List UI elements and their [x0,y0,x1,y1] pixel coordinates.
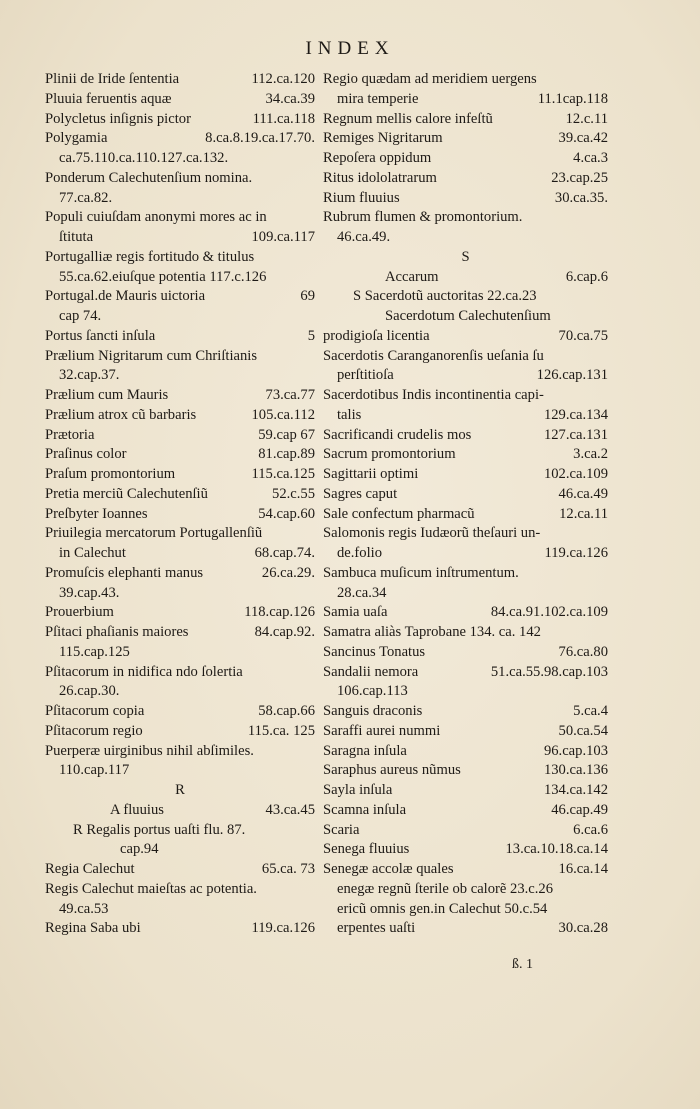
index-entry [323,761,608,781]
index-entry [323,742,608,762]
index-entry [323,722,608,742]
entry-reference: 126.cap.131 [536,367,608,384]
index-entry [45,603,315,623]
index-entry [45,801,315,821]
entry-reference: 34.ca.39 [265,90,315,107]
entry-reference: 102.ca.109 [543,466,608,482]
index-entry [45,268,315,288]
entry-term: Sacrum promontorium [323,446,456,463]
section-letter: R [175,782,185,798]
index-entry [323,90,608,110]
index-entry [323,169,608,189]
entry-term: Praſinus color [45,446,127,463]
entry-term: Regnum mellis calore infeſtũ [323,110,493,127]
index-entry [45,327,315,347]
entry-reference: 3.ca.2 [573,446,608,463]
index-entry [323,840,608,860]
entry-term: Prouerbium [45,604,114,621]
entry-term: Pſitaci phaſianis maiores [45,624,189,640]
entry-term: Preſbyter Ioannes [45,505,148,522]
index-entry [323,426,608,446]
entry-term: cap 74. [59,308,102,324]
entry-term: Saragna inſula [323,742,407,759]
entry-term: Remiges Nigritarum [323,130,443,147]
entry-reference: 115.ca.125 [251,466,315,482]
entry-term: 26.cap.30. [59,683,120,700]
entry-reference: 69 [300,288,315,305]
entry-term: Sale confectum pharmacũ [323,505,475,522]
entry-reference: 12.c.11 [565,110,608,127]
index-entry [45,880,315,900]
entry-term: Samatra aliàs Taprobane 134. ca. 142 [323,624,541,640]
entry-reference: 68.cap.74. [254,545,315,561]
index-entry [323,70,608,90]
entry-term: 39.cap.43. [59,584,120,601]
page-header: INDEX [305,38,395,59]
entry-reference: 12.ca.11 [559,505,608,522]
entry-term: Sanguis draconis [323,703,423,719]
entry-term: R Regalis portus uaſti flu. 87. [73,821,246,838]
entry-term: Senegæ accolæ quales [323,861,454,877]
index-entry [45,781,315,801]
entry-term: talis [337,406,362,423]
entry-term: prodigioſa licentia [323,327,430,344]
index-entry [45,189,315,209]
entry-term: Sayla inſula [323,782,393,798]
index-entry [323,821,608,841]
index-entry [323,643,608,663]
index-entry [323,208,608,228]
signature-mark: ß. 1 [512,957,533,972]
entry-term: Rubrum flumen & promontorium. [323,209,523,226]
entry-term: 46.ca.49. [337,229,391,245]
entry-term: 115.cap.125 [59,643,130,660]
index-entry [45,900,315,920]
entry-reference: 115.ca. 125 [247,722,315,739]
entry-term: A fluuius [110,801,164,818]
entry-reference: 16.ca.14 [558,861,608,877]
entry-term: Saraffi aurei nummi [323,722,441,739]
index-entry [45,742,315,762]
index-entry [45,761,315,781]
index-entry [323,485,608,505]
index-entry [323,544,608,564]
entry-reference: 54.cap.60 [258,505,315,522]
index-entry [45,623,315,643]
entry-term: Sancinus Tonatus [323,643,426,660]
entry-reference: 23.cap.25 [551,169,608,186]
entry-reference: 4.ca.3 [573,150,608,166]
entry-term: cap.94 [120,841,159,858]
entry-term: ca.75.110.ca.110.127.ca.132. [59,150,229,166]
left-column [45,70,315,939]
entry-term: mira temperie [337,90,419,107]
index-entry [45,228,315,248]
entry-term: Prælium cum Mauris [45,387,169,403]
entry-term: Populi cuiuſdam anonymi mores ac in [45,209,267,226]
entry-reference: 50.ca.54 [558,722,608,739]
entry-reference: 129.ca.134 [543,406,608,423]
entry-term: Scamna inſula [323,801,407,818]
entry-term: in Calechut [59,545,126,561]
entry-term: Pſitacorum in nidifica ndo ſolertia [45,663,243,680]
index-entry [45,445,315,465]
index-entry [45,584,315,604]
index-entry [323,386,608,406]
entry-term: Pſitacorum copia [45,703,145,719]
entry-reference: 112.ca.120 [251,71,315,87]
index-entry [323,900,608,920]
entry-term: Sacerdotum Calechutenſium [385,308,551,324]
entry-term: 32.cap.37. [59,367,120,384]
index-entry [45,919,315,939]
index-entry [323,682,608,702]
entry-term: Pretia merciũ Calechutenſiũ [45,485,208,502]
index-entry [323,801,608,821]
index-entry [323,564,608,584]
entry-term: Scaria [323,821,360,838]
index-entry [45,110,315,130]
entry-reference: 6.cap.6 [565,268,608,285]
entry-term: Prælium Nigritarum cum Chriſtianis [45,347,258,364]
index-entry [45,564,315,584]
index-entry [323,110,608,130]
index-entry [45,860,315,880]
entry-term: 49.ca.53 [59,900,109,917]
entry-reference: 51.ca.55.98.cap.103 [490,663,608,680]
entry-reference: 134.ca.142 [543,782,608,798]
index-entry [45,465,315,485]
entry-term: Sambuca muſicum inſtrumentum. [323,564,519,581]
entry-term: Puerperæ uirginibus nihil abſimiles. [45,742,254,759]
entry-term: 106.cap.113 [337,683,408,700]
entry-reference: 39.ca.42 [558,130,608,147]
entry-reference: 65.ca. 73 [261,861,315,877]
entry-term: Salomonis regis Iudæorũ theſauri un- [323,525,541,542]
entry-term: Priuilegia mercatorum Portugallenſiũ [45,525,263,542]
index-entry [45,722,315,742]
entry-term: Sacerdotis Caranganorenſis ueſania ſu [323,347,544,364]
entry-reference: 5.ca.4 [573,703,608,719]
index-entry [45,524,315,544]
entry-term: Portus ſancti inſula [45,327,156,344]
index-entry [45,643,315,663]
index-entry [45,149,315,169]
index-entry [45,821,315,841]
index-entry [45,366,315,386]
entry-term: Sandalii nemora [323,663,419,680]
index-entry [323,149,608,169]
entry-term: Senega fluuius [323,841,410,858]
index-entry [323,860,608,880]
index-entry [45,426,315,446]
index-entry [45,129,315,149]
right-column [323,70,608,939]
index-entry [45,386,315,406]
index-entry [45,406,315,426]
entry-reference: 5 [307,327,315,344]
entry-reference: 11.1cap.118 [537,90,608,107]
entry-reference: 70.ca.75 [558,327,608,344]
index-entry [323,584,608,604]
index-entry [323,366,608,386]
index-entry [323,347,608,367]
index-entry [45,682,315,702]
entry-term: Sagres caput [323,485,398,502]
entry-reference: 43.ca.45 [265,801,315,818]
entry-reference: 119.ca.126 [251,920,315,937]
entry-term: Promuſcis elephanti manus [45,564,204,581]
index-entry [323,663,608,683]
entry-term: S Sacerdotũ auctoritas 22.ca.23 [353,288,537,305]
index-entry [45,169,315,189]
index-entry [323,406,608,426]
entry-term: ericũ omnis gen.in Calechut 50.c.54 [337,900,548,917]
entry-term: Polycletus inſignis pictor [45,110,191,127]
index-entry [45,347,315,367]
entry-term: Portugal.de Mauris uictoria [45,288,206,305]
entry-term: Praſum promontorium [45,466,176,482]
entry-term: Pluuia feruentis aquæ [45,90,172,107]
entry-reference: 6.ca.6 [573,821,608,838]
entry-reference: 8.ca.8.19.ca.17.70. [205,130,315,147]
index-entry [323,603,608,623]
entry-term: Saraphus aureus nũmus [323,762,461,779]
index-entry [323,880,608,900]
entry-term: Regis Calechut maieſtas ac potentia. [45,880,257,897]
entry-reference: 84.ca.91.102.ca.109 [490,604,608,621]
index-entry [323,129,608,149]
index-entry [323,228,608,248]
entry-reference: 58.cap.66 [258,703,315,719]
index-entry [45,90,315,110]
entry-term: Pſitacorum regio [45,722,143,739]
entry-reference: 130.ca.136 [543,762,608,779]
entry-term: Prælium atrox cũ barbaris [45,406,197,423]
entry-term: erpentes uaſti [337,920,416,937]
entry-reference: 30.ca.35. [554,189,608,206]
entry-reference: 118.cap.126 [244,604,315,621]
index-entry [323,307,608,327]
index-entry [323,268,608,288]
entry-reference: 84.cap.92. [254,624,315,640]
entry-term: ſtituta [59,229,94,245]
entry-term: Accarum [385,268,439,285]
entry-reference: 81.cap.89 [258,446,315,463]
entry-reference: 26.ca.29. [261,564,315,581]
index-entry [323,327,608,347]
section-letter: S [461,248,470,265]
entry-reference: 109.ca.117 [251,229,315,245]
index-entry [323,445,608,465]
entry-reference: 59.cap 67 [258,426,315,443]
entry-term: perſtitioſa [337,367,394,384]
entry-term: Portugalliæ regis fortitudo & titulus [45,248,255,265]
index-entry [45,505,315,525]
entry-term: Plinii de Iride ſententia [45,71,180,87]
entry-reference: 96.cap.103 [543,742,608,759]
entry-term: Repoſera oppidum [323,150,432,166]
entry-term: de.folio [337,545,382,561]
entry-reference: 30.ca.28 [558,920,608,937]
entry-term: Ritus idololatrarum [323,169,437,186]
entry-reference: 46.ca.49 [558,485,608,502]
entry-reference: 119.ca.126 [544,545,608,561]
index-entry [323,919,608,939]
index-entry [45,663,315,683]
index-entry [45,544,315,564]
entry-term: 77.ca.82. [59,189,113,206]
entry-reference: 111.ca.118 [252,110,315,127]
index-entry [323,465,608,485]
entry-term: 110.cap.117 [59,762,130,779]
entry-reference: 46.cap.49 [551,801,608,818]
index-entry [45,485,315,505]
entry-reference: 76.ca.80 [558,643,608,660]
entry-term: Regia Calechut [45,861,135,877]
entry-reference: 13.ca.10.18.ca.14 [505,841,608,858]
entry-term: Sagittarii optimi [323,466,419,482]
entry-term: Ponderum Calechutenſium nomina. [45,169,253,186]
index-entry [323,248,608,268]
index-entry [45,70,315,90]
index-entry [45,287,315,307]
index-entry [323,505,608,525]
index-entry [45,248,315,268]
index-entry [45,208,315,228]
index-entry [323,287,608,307]
entry-term: 55.ca.62.eiuſque potentia 117.c.126 [59,268,267,285]
index-entry [323,781,608,801]
entry-reference: 105.ca.112 [251,406,315,423]
entry-reference: 52.c.55 [272,485,315,502]
entry-term: Sacrificandi crudelis mos [323,426,472,443]
entry-term: Regina Saba ubi [45,920,141,937]
entry-term: Rium fluuius [323,189,400,206]
entry-term: 28.ca.34 [337,584,387,601]
entry-reference: 73.ca.77 [265,387,315,403]
index-entry [323,623,608,643]
index-entry [323,189,608,209]
entry-reference: 127.ca.131 [543,426,608,443]
index-entry [323,702,608,722]
index-entry [45,702,315,722]
index-entry [45,840,315,860]
entry-term: Samia uaſa [323,604,388,621]
index-entry [45,307,315,327]
entry-term: Sacerdotibus Indis incontinentia capi- [323,387,544,403]
index-entry [323,524,608,544]
entry-term: Prætoria [45,426,95,443]
entry-term: Polygamia [45,130,108,147]
entry-term: Regio quædam ad meridiem uergens [323,71,537,87]
entry-term: enegæ regnũ ſterile ob calorẽ 23.c.26 [337,880,553,897]
